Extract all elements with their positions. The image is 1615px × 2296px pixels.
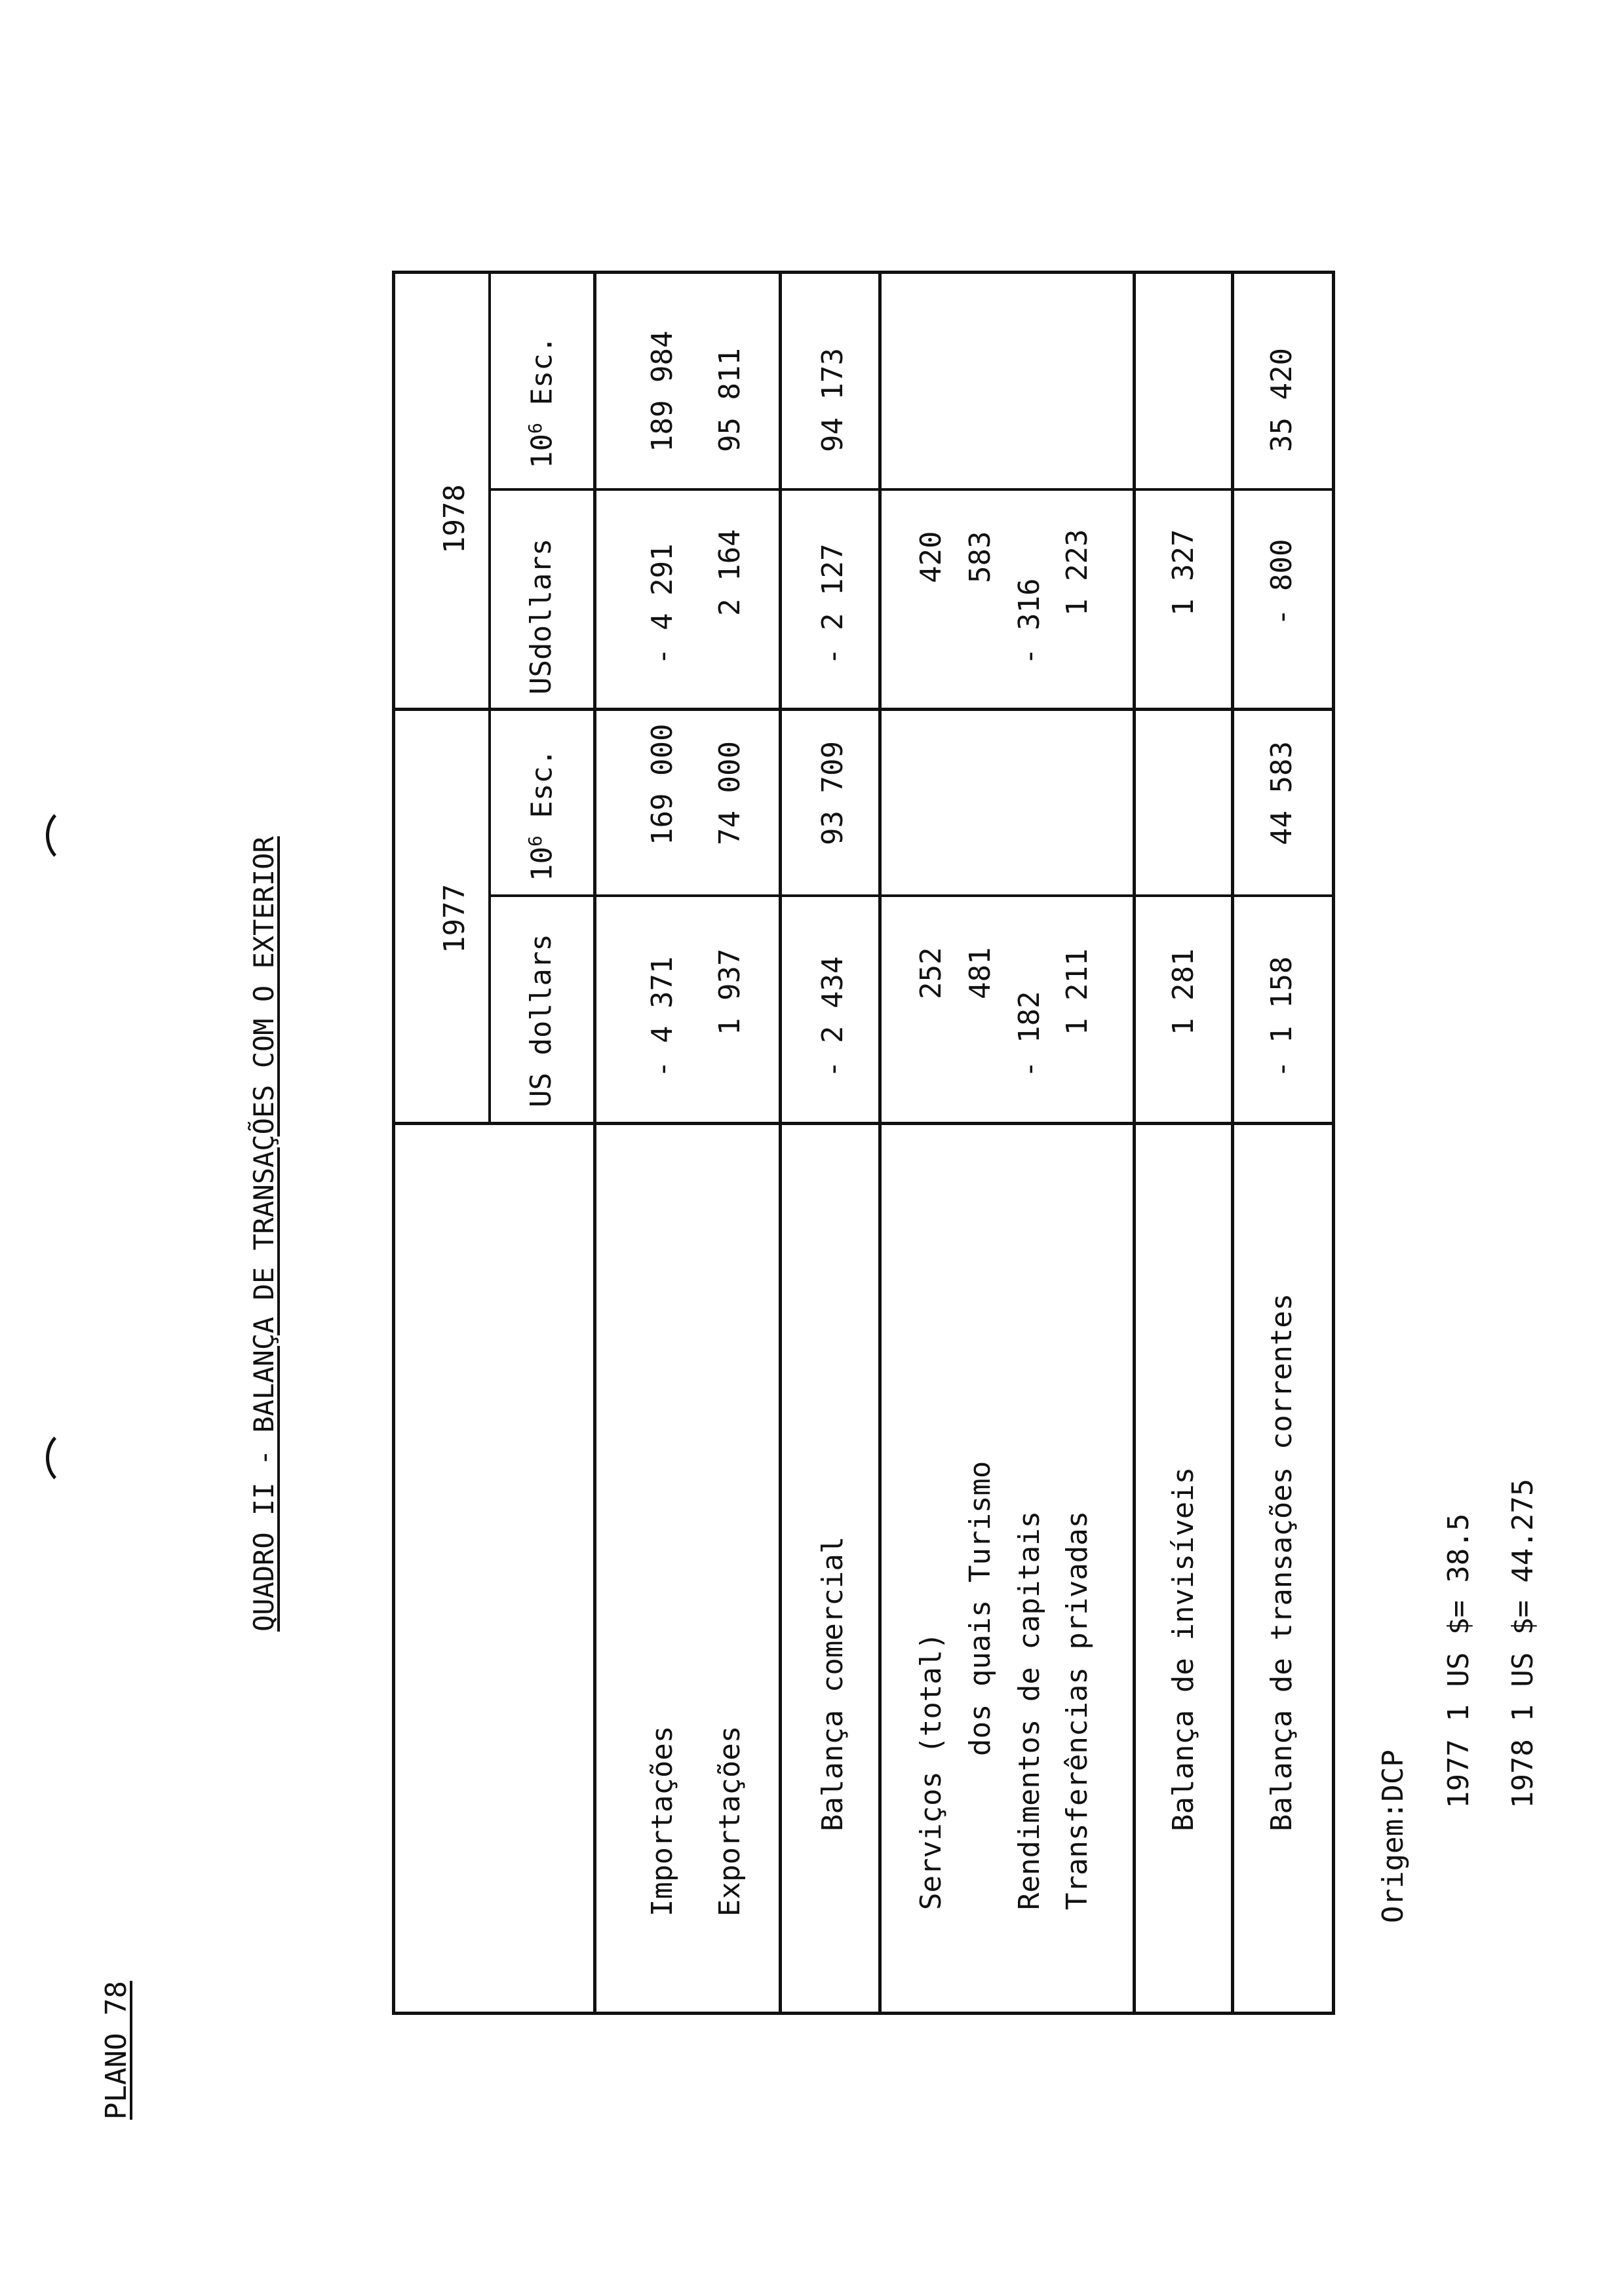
exchange-rate-1977: 1977 1 US $= 38.5 <box>1442 1513 1475 1808</box>
year-1977-header: 1977 <box>438 884 471 953</box>
table-cell: 1 327 <box>1167 529 1200 616</box>
table-cell: 583 <box>963 531 997 583</box>
table-border-left <box>392 272 395 2015</box>
grid-line <box>779 272 782 2015</box>
table-border-bottom <box>392 2012 1335 2015</box>
table-row-label: dos quais Turismo <box>963 1461 997 1756</box>
table-cell: 420 <box>914 531 948 583</box>
grid-line <box>1133 272 1136 2015</box>
table-row-label: Importações <box>646 1725 679 1917</box>
table-cell: 169 000 <box>646 723 679 845</box>
grid-line <box>1231 272 1234 2015</box>
table-cell: 94 173 <box>816 348 849 452</box>
table-cell: - 4 291 <box>646 543 679 665</box>
table-cell: 95 811 <box>713 348 747 452</box>
table-row-label: Balança comercial <box>816 1536 849 1831</box>
table-row-label: Balança de transações correntes <box>1265 1293 1298 1831</box>
table-cell: - 800 <box>1265 539 1298 626</box>
exchange-rate-1978: 1978 1 US $= 44.275 <box>1506 1478 1540 1808</box>
table-cell: 44 583 <box>1265 741 1298 845</box>
punch-mark-bottom <box>46 1428 98 1487</box>
table-border-right <box>1332 272 1335 2015</box>
table-row-label: Balança de invisíveis <box>1167 1466 1200 1831</box>
table-cell: - 1 158 <box>1265 956 1298 1078</box>
table-cell: - 4 371 <box>646 956 679 1078</box>
grid-line <box>488 894 1335 897</box>
table-row-label: Rendimentos de capitais <box>1013 1510 1046 1910</box>
table-cell: 189 984 <box>646 330 679 452</box>
table-cell: 1 211 <box>1060 948 1094 1035</box>
table-row-label: Exportações <box>713 1725 747 1917</box>
year-1978-header: 1978 <box>438 484 471 554</box>
table-cell: - 182 <box>1013 991 1046 1078</box>
page-label: PLANO 78 <box>100 1981 133 2120</box>
table-cell: 93 709 <box>816 741 849 845</box>
table-row-label: Serviços (total) <box>914 1632 948 1910</box>
grid-line <box>392 1122 1335 1125</box>
grid-line <box>488 488 1335 491</box>
punch-mark-top <box>46 806 98 865</box>
table-row-label: Transferências privadas <box>1060 1510 1094 1910</box>
table-cell: 1 223 <box>1060 529 1094 616</box>
table-cell: - 2 127 <box>816 543 849 665</box>
table-cell: 2 164 <box>713 529 747 616</box>
source-note: Origem:DCP <box>1376 1750 1410 1923</box>
table-cell: 481 <box>963 947 997 999</box>
grid-line <box>488 272 491 1124</box>
table-cell: 35 420 <box>1265 348 1298 452</box>
esc-1978-header: $10^6$ Esc. <box>524 335 559 469</box>
table-cell: 1 281 <box>1167 948 1200 1035</box>
esc-1977-header: $10^6$ Esc. <box>524 748 559 881</box>
table-cell: 1 937 <box>713 948 747 1035</box>
page-title: QUADRO II - BALANÇA DE TRANSAÇÕES COM O EXTERIOR <box>248 836 280 1632</box>
table-cell: 74 000 <box>713 741 747 845</box>
table-border-top <box>392 271 1335 274</box>
table-cell: 252 <box>914 947 948 999</box>
grid-line <box>392 708 1335 711</box>
grid-line <box>878 272 882 2015</box>
usd-1978-header: USdollars <box>524 538 558 695</box>
usd-1977-header: US dollars <box>524 934 558 1107</box>
table-cell: - 2 434 <box>816 956 849 1078</box>
grid-line <box>593 272 596 2015</box>
table-cell: - 316 <box>1013 578 1046 665</box>
